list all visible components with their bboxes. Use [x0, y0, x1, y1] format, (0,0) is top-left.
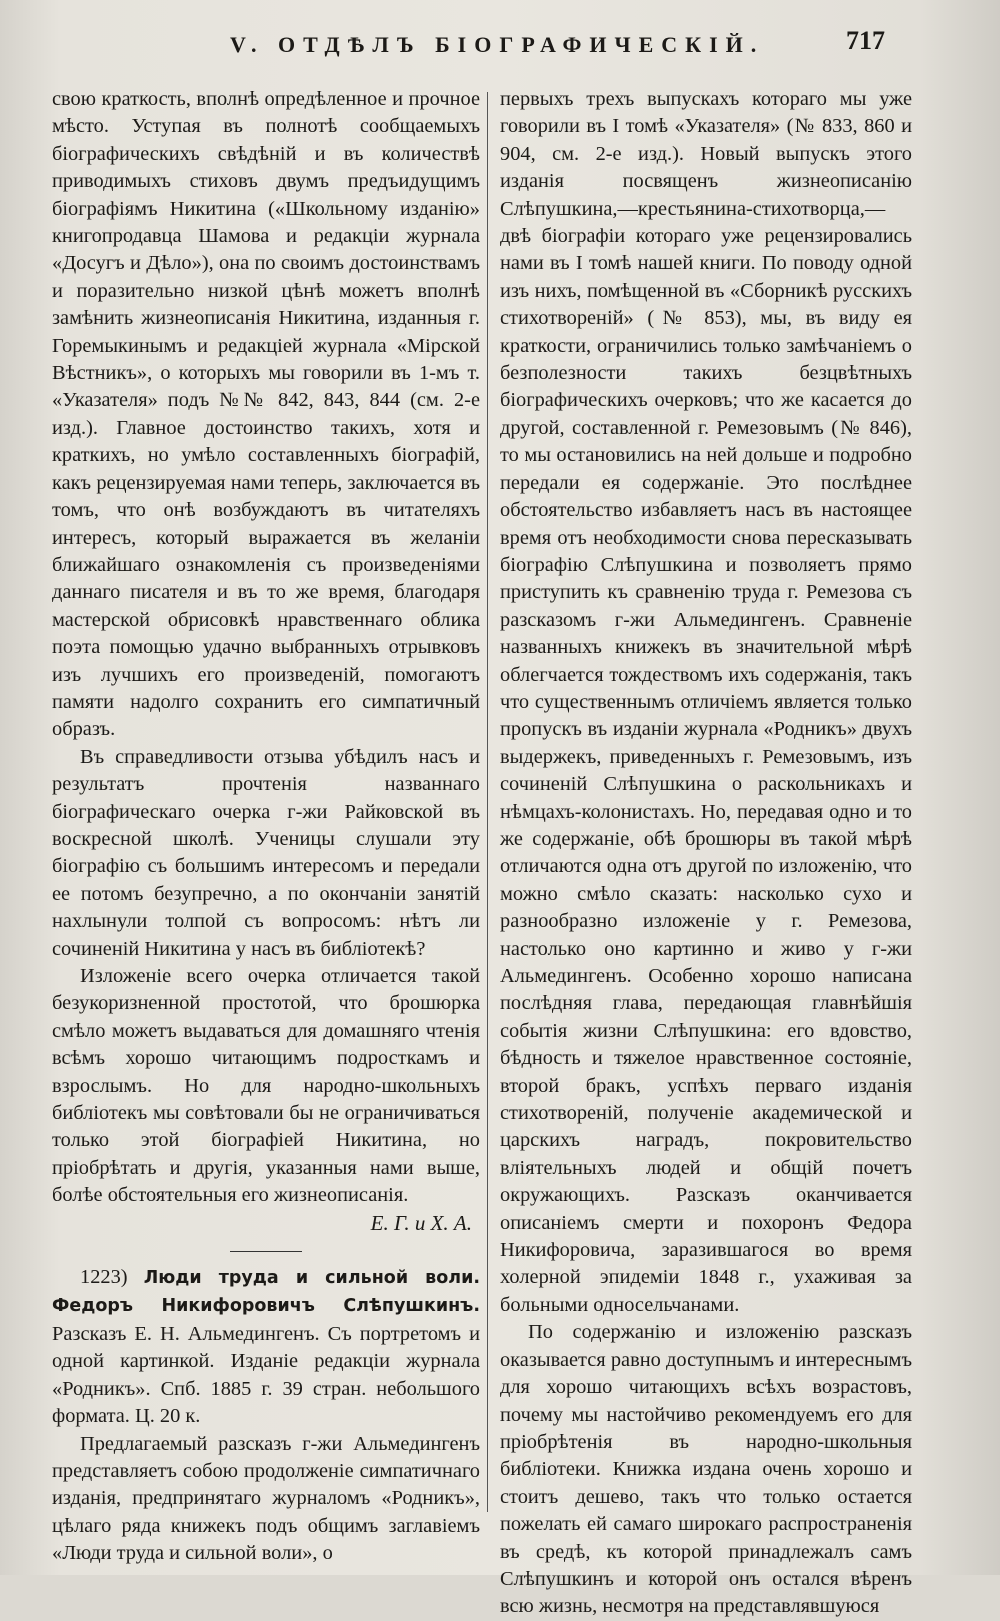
entry-heading — [52, 1264, 480, 1430]
running-head: V. ОТДѢЛЪ БІОГРАФИЧЕСКІЙ. — [230, 32, 765, 57]
column-divider — [487, 92, 488, 1512]
paragraph: Въ справедливости отзыва убѣдилъ насъ и результатъ прочтенія названнаго біографическаго очерка г-жи Райковской въ воскресной школѣ. Ученицы слушали эту біографію съ большимъ интересомъ и передали ее потомъ безупречно, а по окончаніи занятій нахлынули толпой съ вопросомъ: нѣтъ ли сочиненій Никитина у насъ въ библіотекѣ? — [52, 745, 480, 960]
page-number: 717 — [846, 26, 885, 55]
entry-title: Люди труда и сильной воли. Федоръ Никифоровичъ Слѣпушкинъ. — [52, 1268, 480, 1317]
paragraph: первыхъ трехъ выпускахъ котораго мы уже говорили въ I томѣ «Указателя» (№ 833, 860 и 904, см. 2-е изд.). Новый выпускъ этого изданія посвященъ жизнеописанію Слѣпушкина,—крестьянина-стихотворца,—двѣ біографіи котораго уже рецензировались нами въ I томѣ нашей книги. По поводу одной изъ нихъ, помѣщенной въ «Сборникѣ русскихъ стихотвореній» (№ 853), мы, въ виду ея краткости, ограничились только замѣчаніемъ о безполезности такихъ безцвѣтныхъ біографическихъ очерковъ; что же касается до другой, составленной г. Ремезовымъ (№ 846), то мы остановились на ней дольше и подробно передали ея содержаніе. Это послѣднее обстоятельство избавляетъ насъ въ настоящее время отъ необходимости снова пересказывать біографію Слѣпушкина и позволяетъ прямо приступить къ сравненію труда г. Ремезова съ разсказомъ г-жи Альмедингенъ. Сравненіе названныхъ книжекъ въ значительной мѣрѣ облегчается тождествомъ ихъ содержанія, такъ что существеннымъ отличіемъ является только пропускъ въ изданіи журнала «Родникъ» двухъ выдержекъ, приведенныхъ г. Ремезовымъ, изъ сочиненій Слѣпушкина о раскольникахъ и нѣмцахъ-колонистахъ. Но, передавая одно и то же содержаніе, обѣ брошюры въ такой мѣрѣ отличаются одна отъ другой по изложенію, что можно смѣло сказать: насколько сухо и разнообразно изложеніе у г. Ремезова, настолько оно картинно и живо у г-жи Альмедингенъ. Особенно хорошо написана послѣдняя глава, передающая главнѣйшія событія жизни Слѣпушкина: его вдовство, бѣдность и тяжелое нравственное состояніе, второй бракъ, успѣхъ перваго изданія стихотвореній, полученіе академической и царскихъ наградъ, покровительство вліятельныхъ людей и общій почетъ окружающихъ. Разсказъ оканчивается описаніемъ смерти и похоронъ Федора Никифоровича, заразившагося во время холерной эпидеміи 1848 г., ухаживая за больными односельчанами. — [500, 88, 912, 1316]
page-header — [0, 26, 1000, 66]
section-divider — [230, 1251, 302, 1252]
right-column — [500, 86, 912, 1621]
paragraph: свою краткость, вполнѣ опредѣленное и прочное мѣсто. Уступая въ полнотѣ сообщаемыхъ біографическихъ свѣдѣній и въ количествѣ приводимыхъ стиховъ двумъ предъидущимъ біографіямъ Никитина («Школьному изданію» книгопродавца Шамова и редакціи журнала «Досугъ и Дѣло»), она по своимъ достоинствамъ и поразительно низкой цѣнѣ можетъ вполнѣ замѣнить жизнеописанія Никитина, изданныя г. Горемыкинымъ и редакціей журнала «Мірской Вѣстникъ», о которыхъ мы говорили въ 1-мъ т. «Указателя» подъ №№ 842, 843, 844 (см. 2-е изд.). Главное достоинство такихъ, хотя и краткихъ, но умѣло составленныхъ біографій, какъ рецензируемая нами теперь, заключается въ томъ, что онѣ возбуждаютъ въ читателяхъ интересъ, который выражается въ желаніи ближайшаго ознакомленія съ произведеніями даннаго писателя и въ то же время, благодаря мастерской обрисовкѣ нравственнаго облика поэта помощью удачно выбранныхъ отрывковъ изъ лучшихъ его произведеній, помогаютъ памяти надолго сохранить его симпатичный образъ. — [52, 88, 480, 741]
paragraph: Предлагаемый разсказъ г-жи Альмедингенъ представляетъ собою продолженіе симпатичнаго изданія, предпринятаго журналомъ «Родникъ», цѣлаго ряда книжекъ подъ общимъ заглавіемъ «Люди труда и сильной воли», о — [52, 1432, 480, 1565]
paragraph: Изложеніе всего очерка отличается такой безукоризненной простотой, что брошюрка смѣло можетъ выдаваться для домашняго чтенія всѣмъ хорошо читающимъ подросткамъ и взрослымъ. Но для народно-школьныхъ библіотекъ мы совѣтовали бы не ограничиваться только этой біографіей Никитина, но пріобрѣтать и другія, указанныя нами выше, болѣе обстоятельныя его жизнеописанія. — [52, 965, 480, 1207]
entry-number: 1223) — [80, 1266, 128, 1289]
paragraph: По содержанію и изложенію разсказъ оказывается равно доступнымъ и интереснымъ для хорошо читающихъ всѣхъ возрастовъ, почему мы настойчиво рекомендуемъ его для пріобрѣтенія въ народно-школьныя библіотеки. Книжка издана очень хорошо и стоитъ дешево, такъ что только остается пожелать ей самаго широкаго распространенія въ средѣ, къ которой принадлежалъ самъ Слѣпушкинъ и которой онъ остался вѣренъ всю жизнь, несмотря на представлявшуюся — [500, 1321, 912, 1618]
signature: Е. Г. и Х. А. — [370, 1210, 472, 1235]
entry-bibliography: Разсказъ Е. Н. Альмедингенъ. Съ портретомъ и одной картинкой. Изданіе редакціи журнала «Родникъ». Спб. 1885 г. 39 стран. небольшого формата. Ц. 20 к. — [52, 1322, 480, 1428]
left-column — [52, 86, 480, 1568]
